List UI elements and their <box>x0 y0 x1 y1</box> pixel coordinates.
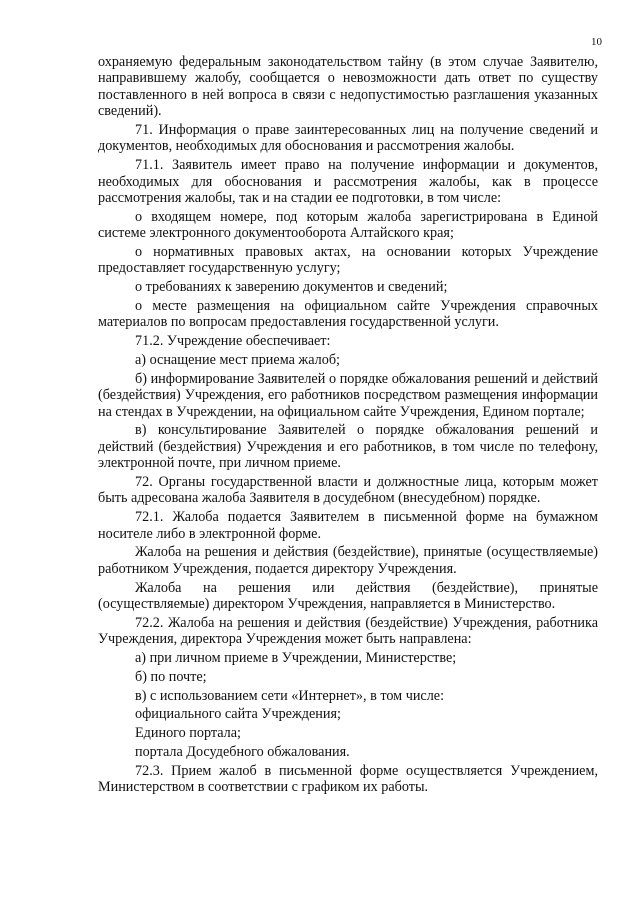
paragraph: 72.2. Жалоба на решения и действия (бездействие) Учреждения, работника Учреждения, директора Учреждения может быть направлена: <box>98 614 598 648</box>
paragraph: о требованиях к заверению документов и сведений; <box>135 279 448 296</box>
paragraph: о нормативных правовых актах, на основании которых Учреждение предоставляет государственную услугу; <box>98 244 598 277</box>
paragraph: Жалоба на решения и действия (бездействие), принятые (осуществляемые) работником Учреждения, подается директору Учреждения. <box>98 544 598 577</box>
paragraph: 72.3. Прием жалоб в письменной форме осуществляется Учреждением, Министерством в соответствии с графиком их работы. <box>98 762 598 796</box>
paragraph: б) информирование Заявителей о порядке обжалования решений и действий (бездействия) Учреждения, его работников посредством размещения информации на стендах в Учреждении, на официальном сайте Учреждения, Едином портале; <box>98 370 598 420</box>
paragraph: а) при личном приеме в Учреждении, Министерстве; <box>135 650 457 667</box>
paragraph: 71.2. Учреждение обеспечивает: <box>135 333 331 350</box>
paragraph: Единого портала; <box>135 725 241 742</box>
paragraph: в) с использованием сети «Интернет», в том числе: <box>135 687 445 704</box>
paragraph: в) консультирование Заявителей о порядке обжалования решений и действий (бездействия) Учреждения и его работников, в том числе по телефону, электронной почте, при личном приеме. <box>98 422 598 472</box>
paragraph: портала Досудебного обжалования. <box>135 744 350 761</box>
paragraph: 72. Органы государственной власти и должностные лица, которым может быть адресована жалоба Заявителя в досудебном (внесудебном) порядке. <box>98 474 598 507</box>
paragraph: Жалоба на решения или действия (бездействие), принятые (осуществляемые) директором Учреждения, направляется в Министерство. <box>98 579 598 613</box>
paragraph: о месте размещения на официальном сайте Учреждения справочных материалов по вопросам предоставления государственной услуги. <box>98 298 598 331</box>
document-body <box>98 54 598 798</box>
paragraph: а) оснащение мест приема жалоб; <box>135 352 340 369</box>
paragraph: 71. Информация о праве заинтересованных лиц на получение сведений и документов, необходимых для обоснования и рассмотрения жалобы. <box>98 122 598 155</box>
paragraph: 72.1. Жалоба подается Заявителем в письменной форме на бумажном носителе либо в электронной форме. <box>98 509 598 542</box>
paragraph: о входящем номере, под которым жалоба зарегистрирована в Единой системе электронного документооборота Алтайского края; <box>98 208 598 242</box>
paragraph: 71.1. Заявитель имеет право на получение информации и документов, необходимых для обоснования и рассмотрения жалобы, как в процессе рассмотрения жалобы, так и на стадии ее подготовки, в том числе: <box>98 157 598 207</box>
paragraph: охраняемую федеральным законодательством тайну (в этом случае Заявителю, направившему жалобу, сообщается о невозможности дать ответ по существу поставленного в ней вопроса в связи с недопустимостью разглашения указанных сведений). <box>98 54 598 120</box>
paragraph: официального сайта Учреждения; <box>135 706 341 723</box>
paragraph: б) по почте; <box>135 668 207 685</box>
page-number: 10 <box>591 36 602 48</box>
